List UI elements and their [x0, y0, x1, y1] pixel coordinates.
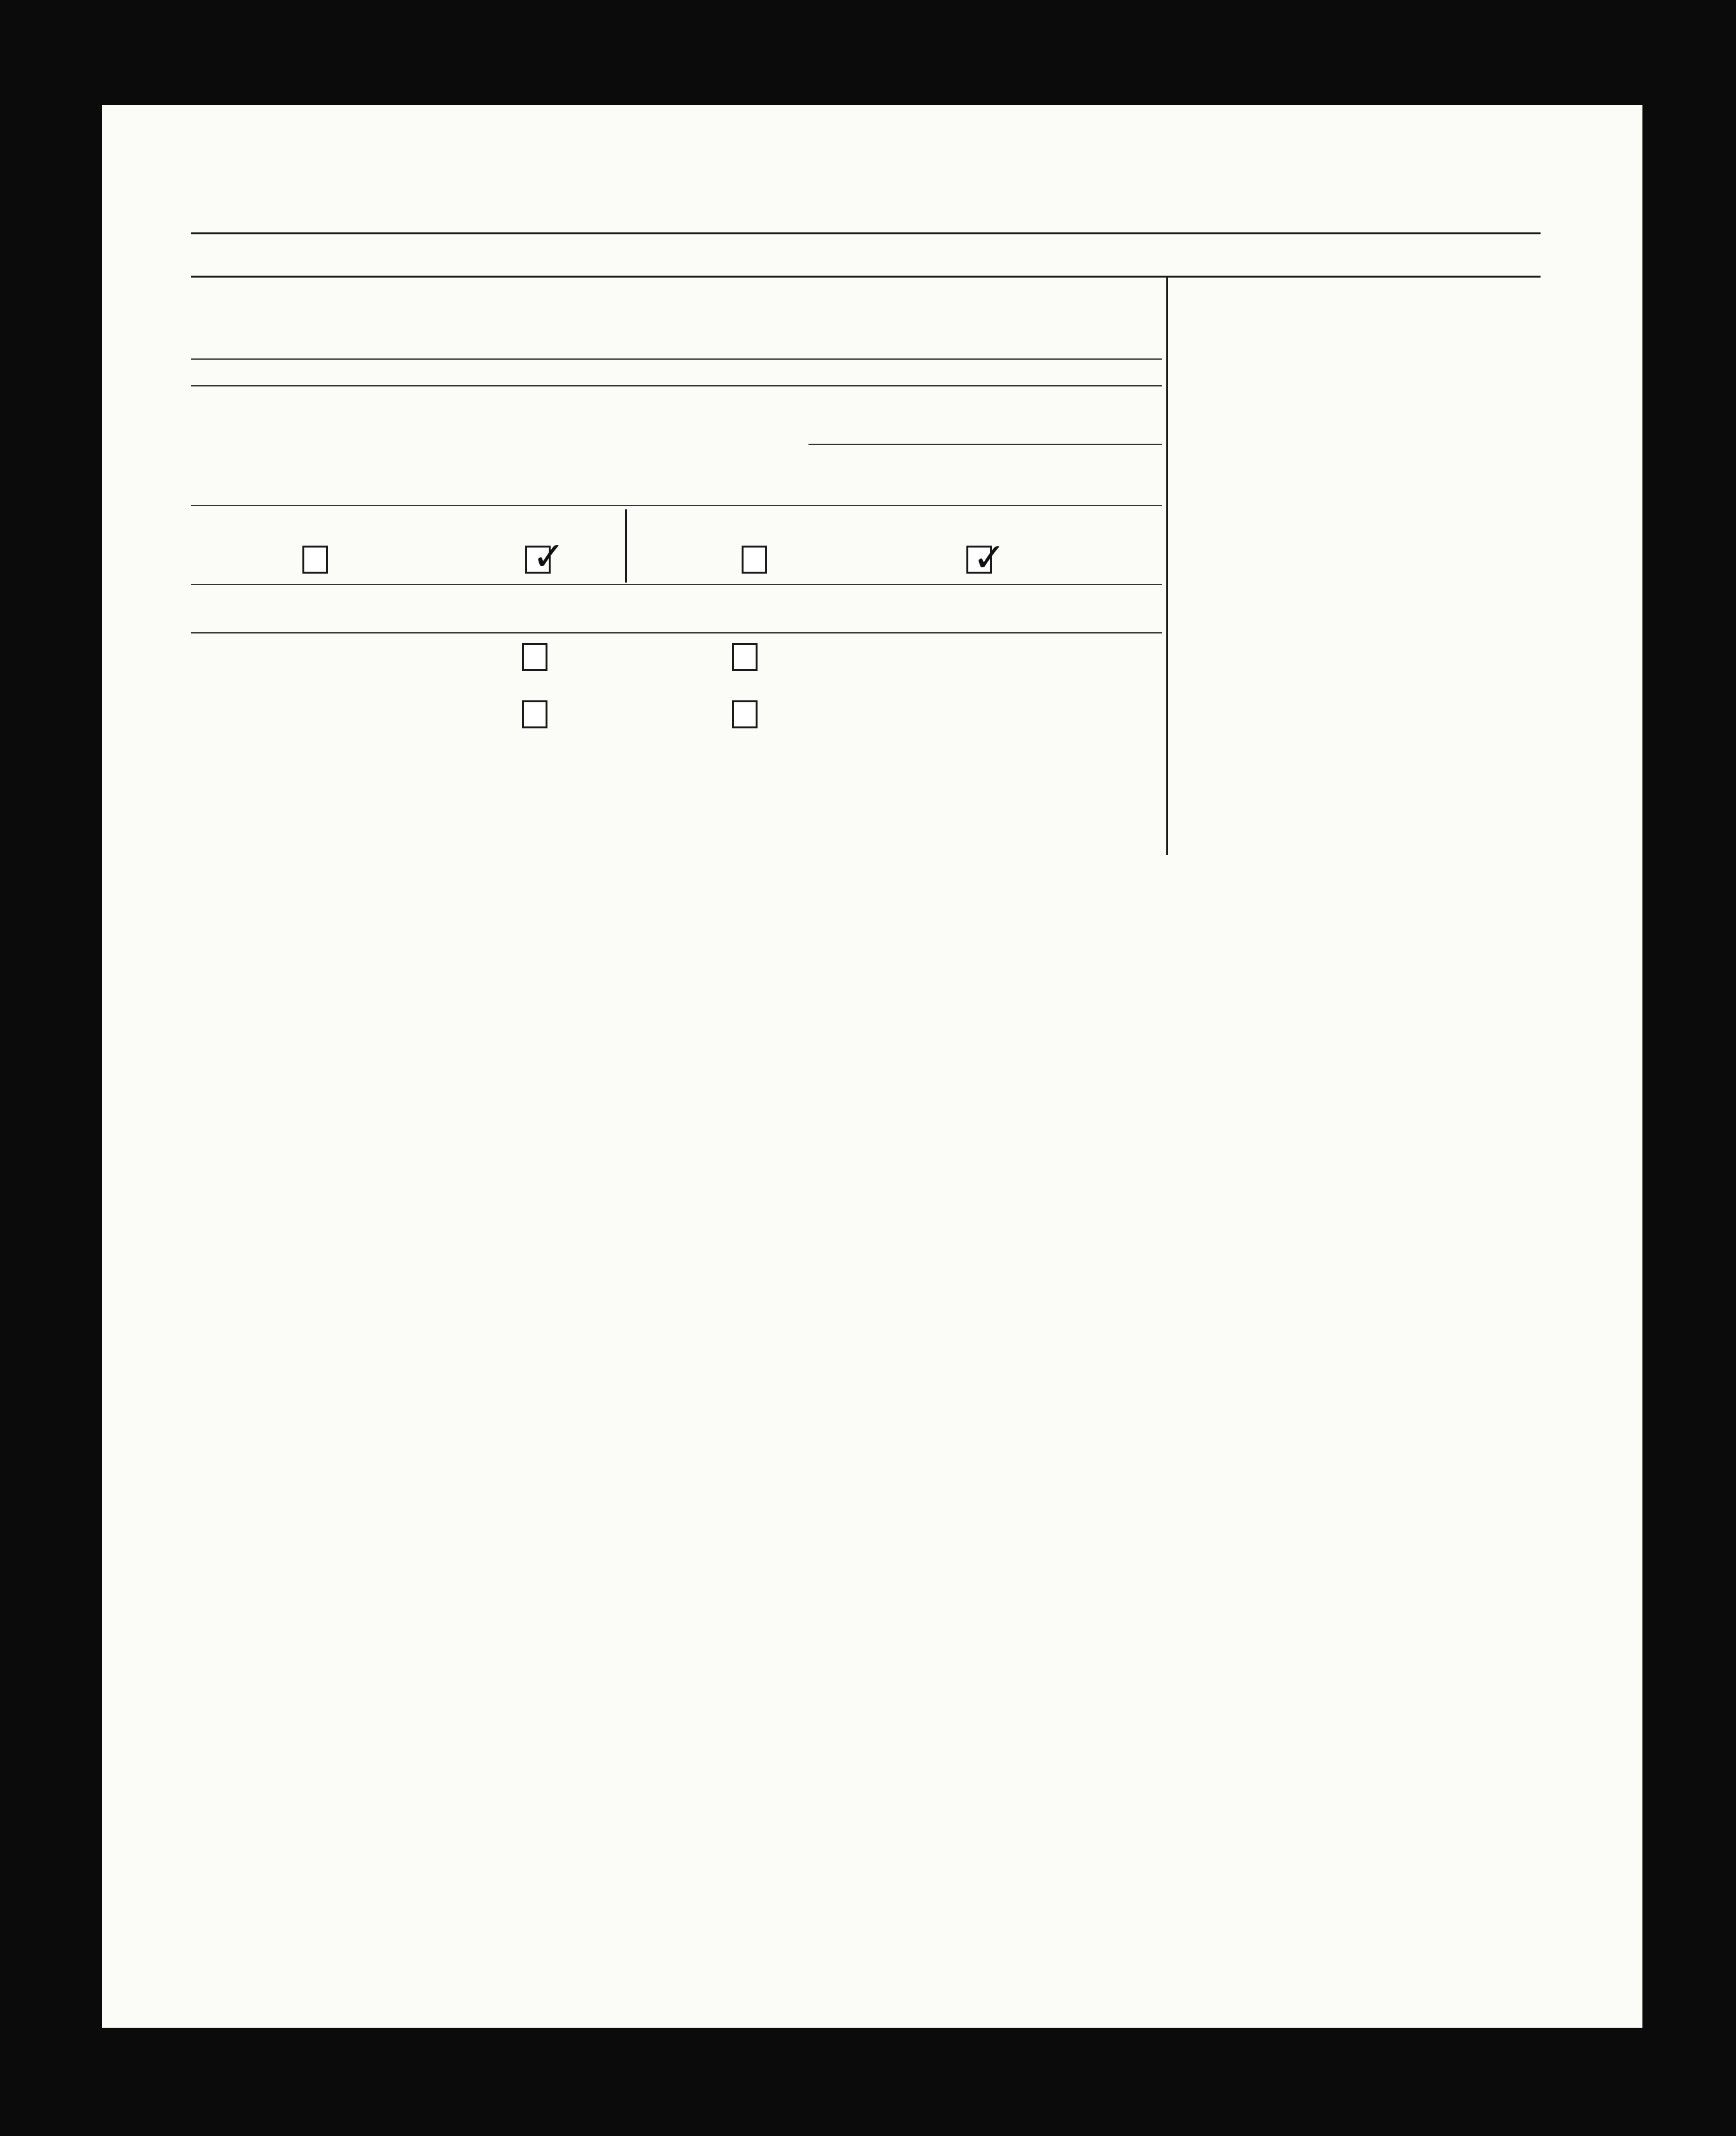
field-line — [191, 385, 1162, 386]
divider — [625, 509, 627, 583]
field-line — [808, 444, 1162, 445]
groom-jewish-checkbox[interactable] — [522, 700, 547, 728]
groom-other-religion-checkbox[interactable] — [732, 700, 758, 728]
field-line — [191, 632, 1162, 633]
divider — [191, 232, 1541, 234]
field-line — [191, 584, 1162, 585]
check-mark-icon: ✓ — [973, 534, 1006, 581]
marriage-record-form — [102, 105, 1642, 2028]
check-mark-icon: ✓ — [532, 533, 565, 579]
groom-protestant-checkbox[interactable] — [732, 643, 758, 671]
field-line — [191, 358, 1162, 360]
divider — [191, 276, 1541, 278]
groom-on-farm-yes-checkbox[interactable] — [742, 546, 767, 574]
field-line — [191, 505, 1162, 506]
groom-catholic-checkbox[interactable] — [522, 643, 547, 671]
groom-inside-city-yes-checkbox[interactable] — [302, 546, 328, 574]
divider — [1166, 276, 1168, 855]
